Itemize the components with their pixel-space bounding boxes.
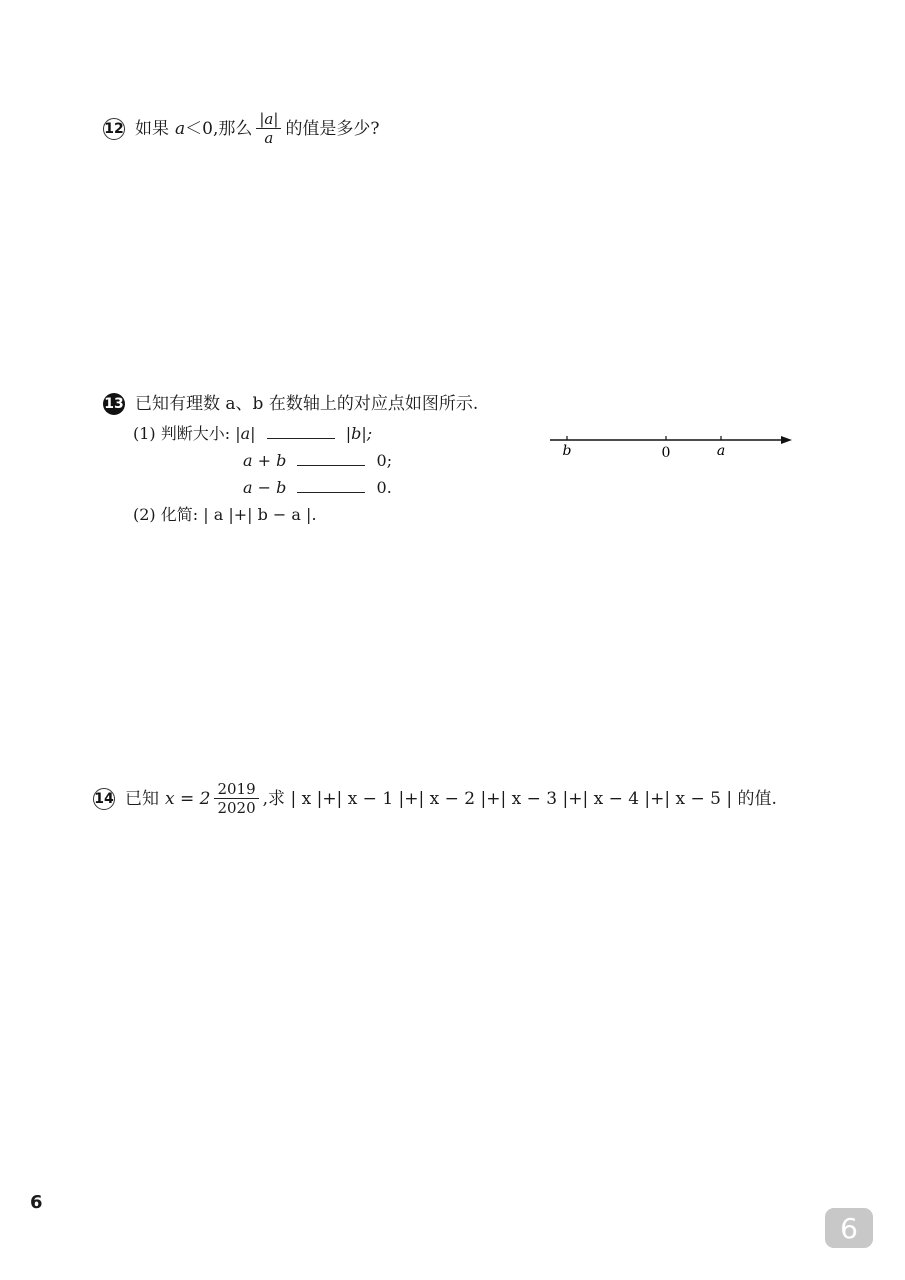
question-number-13: 13 <box>103 393 125 415</box>
number-line <box>545 425 800 470</box>
q13-row2-left: a + b <box>243 451 287 470</box>
question-12 <box>103 110 380 147</box>
label-0: 0 <box>661 445 671 461</box>
q14-frac-numerator: 2019 <box>214 780 258 799</box>
q13-part1-row2 <box>243 449 392 473</box>
number-line-arrow <box>781 436 792 444</box>
q12-text-after: 的值是多少? <box>285 118 380 139</box>
q12-text-before: 如果 <box>135 118 169 139</box>
q13-row3-blank <box>297 478 365 493</box>
q14-text-before: 已知 <box>125 788 159 809</box>
q12-fraction <box>256 110 281 147</box>
q13-stem: 已知有理数 a、b 在数轴上的对应点如图所示. <box>135 394 479 414</box>
q12-lt-zero: ＜0,那么 <box>185 118 253 139</box>
q12-var-a: a <box>175 118 186 139</box>
q14-lhs: x = 2 <box>165 788 211 809</box>
page-badge: 6 <box>825 1208 873 1248</box>
label-b: b <box>562 443 572 459</box>
q14-frac-denominator: 2020 <box>217 799 256 817</box>
q13-part2 <box>133 503 317 527</box>
page-number: 6 <box>30 1192 43 1213</box>
q14-text-after: ,求 | x |+| x − 1 |+| x − 2 |+| x − 3 |+| x − 4 |+| x − 5 | 的值. <box>262 788 777 809</box>
q13-row1-blank <box>267 424 335 439</box>
q13-part2-text: (2) 化简: | a |+| b − a |. <box>133 505 317 524</box>
q13-row1-left: |a| <box>235 424 256 443</box>
question-number-12: 12 <box>103 118 125 140</box>
q13-row1-right: |b|; <box>345 424 373 443</box>
label-a: a <box>716 443 726 459</box>
q12-frac-numerator: |a| <box>256 110 281 129</box>
q13-part1-row3 <box>243 476 392 500</box>
q12-frac-denominator: a <box>264 129 274 147</box>
question-14 <box>93 780 777 817</box>
q13-row3-right: 0. <box>376 478 392 497</box>
question-number-14: 14 <box>93 788 115 810</box>
q13-part1-label: (1) 判断大小: <box>133 424 231 443</box>
q14-fraction <box>214 780 258 817</box>
q13-row3-left: a − b <box>243 478 287 497</box>
question-13 <box>103 392 478 416</box>
q13-row2-right: 0; <box>376 451 393 470</box>
q13-row2-blank <box>297 451 365 466</box>
q13-part1-row1 <box>133 422 372 446</box>
